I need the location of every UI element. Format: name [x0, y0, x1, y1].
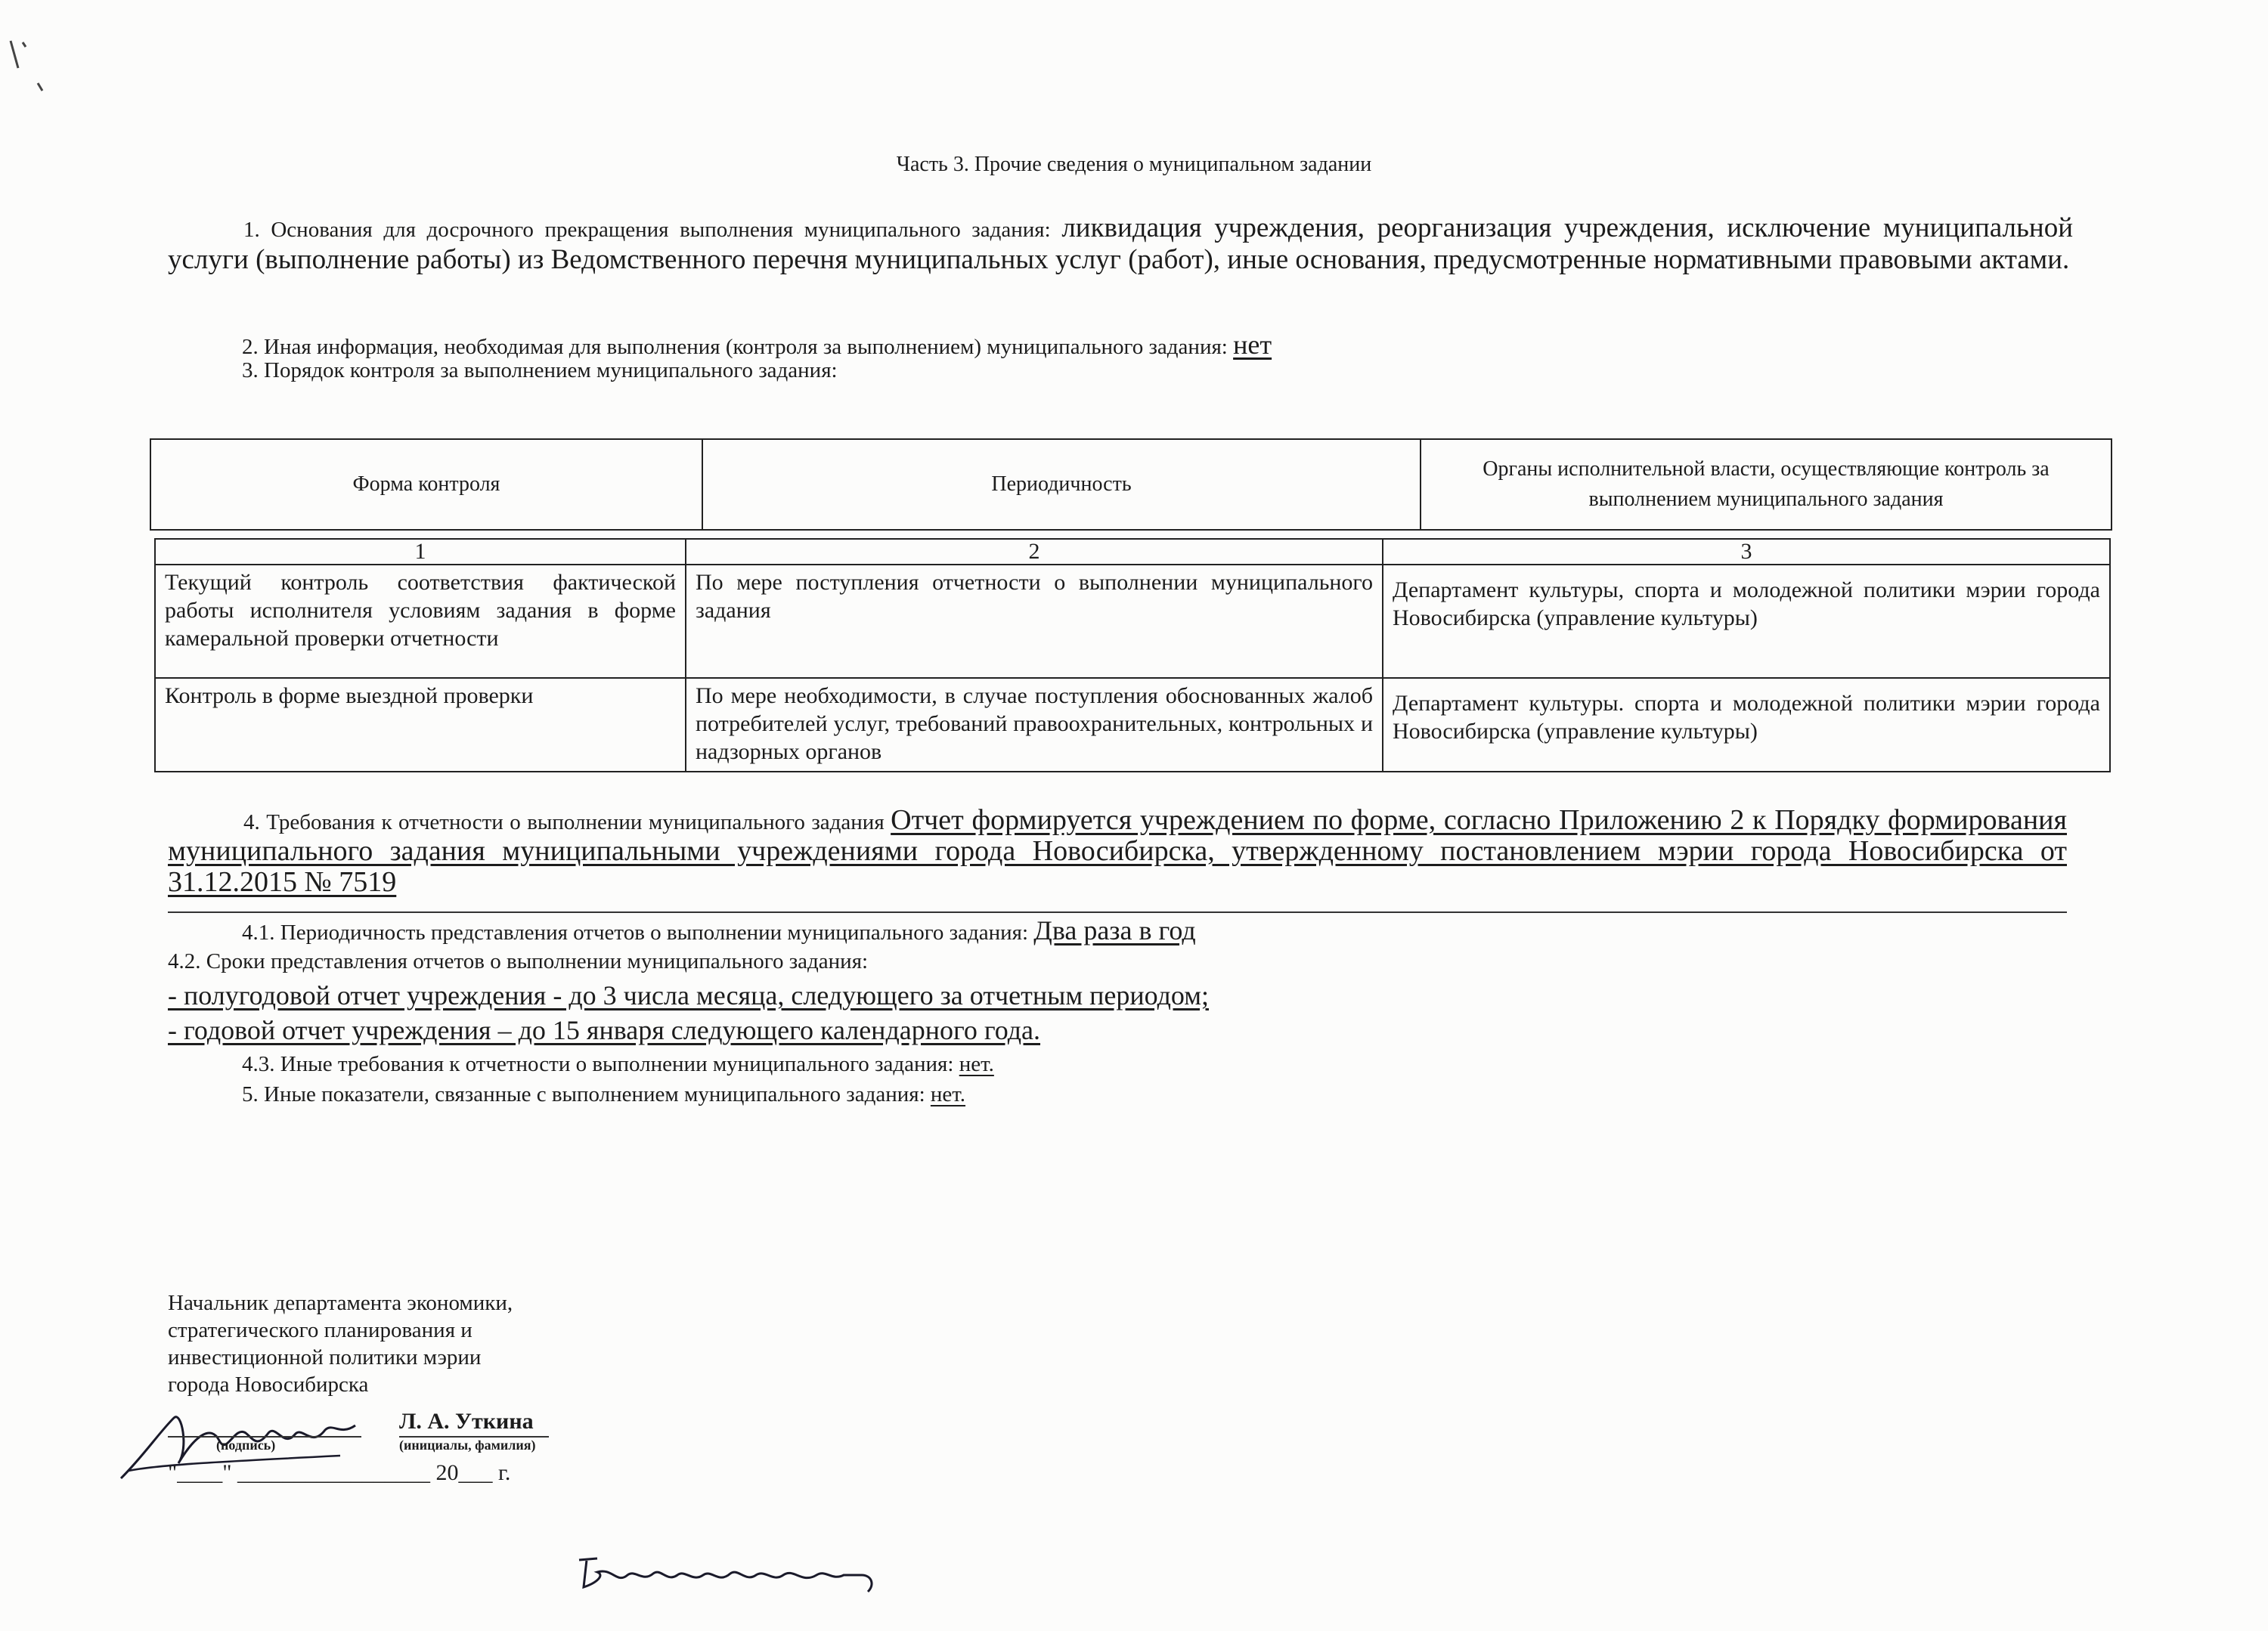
underline-rule — [168, 911, 2067, 913]
signatory-line: инвестиционной политики мэрии — [168, 1345, 482, 1369]
signature-caption: (подпись) — [216, 1438, 276, 1453]
header-period: Периодичность — [702, 439, 1421, 530]
p1-lead: 1. Основания для досрочного прекращения выполнения муниципального задания: — [243, 218, 1062, 242]
signatory-line: города Новосибирска — [168, 1373, 369, 1397]
col-number: 1 — [155, 539, 686, 565]
paragraph-3: 3. Порядок контроля за выполнением муниципального задания: — [242, 358, 838, 382]
handwritten-note — [575, 1545, 892, 1598]
paragraph-4-2: 4.2. Сроки представления отчетов о выполнении муниципального задания: — [168, 949, 869, 973]
p4-lead: 4. Требования к отчетности о выполнении муниципального задания — [243, 810, 891, 834]
control-table — [154, 538, 2111, 772]
name-caption: (инициалы, фамилия) — [399, 1438, 536, 1453]
scan-mark — [8, 38, 53, 98]
p41-value: Два раза в год — [1033, 915, 1196, 945]
p43-value: нет. — [959, 1052, 994, 1076]
signatory-line: Начальник департамента экономики, — [168, 1291, 513, 1315]
p4-value: Отчет формируется учреждением по форме, согласно Приложению 2 к Порядку формирования муниципального задания муниципальными учреждениями города Новосибирска, утвержденному постановлением мэрии города Новосибирска от 31.12.2015 № 7519 — [168, 804, 2067, 898]
header-authority: Органы исполнительной власти, осуществляющие контроль за выполнением муниципального задания — [1421, 439, 2112, 530]
cell-period: По мере поступления отчетности о выполнении муниципального задания — [686, 565, 1383, 678]
p5-lead: 5. Иные показатели, связанные с выполнением муниципального задания: — [242, 1082, 931, 1106]
date-line: "____" _________________ 20___ г. — [168, 1460, 511, 1485]
col-number: 2 — [686, 539, 1383, 565]
cell-form: Контроль в форме выездной проверки — [155, 678, 686, 772]
cell-authority: Департамент культуры. спорта и молодежной политики мэрии города Новосибирска (управление культуры) — [1383, 678, 2110, 772]
header-form: Форма контроля — [150, 439, 702, 530]
deadline-semiannual: - полугодовой отчет учреждения - до 3 числа месяца, следующего за отчетным периодом; — [168, 980, 1209, 1010]
cell-form: Текущий контроль соответствия фактической работы исполнителя условиям задания в форме камеральной проверки отчетности — [155, 565, 686, 678]
table-number-row — [155, 539, 2110, 565]
page-title: Часть 3. Прочие сведения о муниципальном задании — [896, 153, 1372, 176]
paragraph-1 — [168, 213, 2073, 277]
p1-text: ликвидация учреждения, реорганизация учреждения, исключение муниципальной услуги (выполнение работы) из Ведомственного перечня муниципальных услуг (работ), иные основания, предусмотренные нормативными правовыми актами. — [168, 212, 2073, 275]
cell-period: По мере необходимости, в случае поступления обоснованных жалоб потребителей услуг, требований правоохранительных, контрольных и надзорных органов — [686, 678, 1383, 772]
table-row — [155, 565, 2110, 678]
signatory-line: стратегического планирования и — [168, 1318, 472, 1342]
paragraph-4 — [168, 806, 2067, 899]
p41-lead: 4.1. Периодичность представления отчетов о выполнении муниципального задания: — [242, 921, 1034, 945]
control-table-header — [150, 438, 2112, 531]
signatory-block — [168, 1289, 513, 1398]
paragraph-4-3 — [242, 1052, 994, 1077]
p2-value: нет — [1233, 330, 1272, 360]
cell-authority: Департамент культуры, спорта и молодежной политики мэрии города Новосибирска (управление культуры) — [1383, 565, 2110, 678]
paragraph-5 — [242, 1082, 965, 1107]
signatory-name: Л. А. Уткина — [399, 1409, 534, 1434]
paragraph-4-1 — [242, 915, 1196, 949]
table-row — [155, 678, 2110, 772]
p2-lead: 2. Иная информация, необходимая для выполнения (контроля за выполнением) муниципального задания: — [242, 335, 1234, 359]
deadline-annual: - годовой отчет учреждения – до 15 января следующего календарного года. — [168, 1015, 1041, 1045]
p43-lead: 4.3. Иные требования к отчетности о выполнении муниципального задания: — [242, 1052, 959, 1076]
col-number: 3 — [1383, 539, 2110, 565]
p5-value: нет. — [930, 1082, 966, 1106]
